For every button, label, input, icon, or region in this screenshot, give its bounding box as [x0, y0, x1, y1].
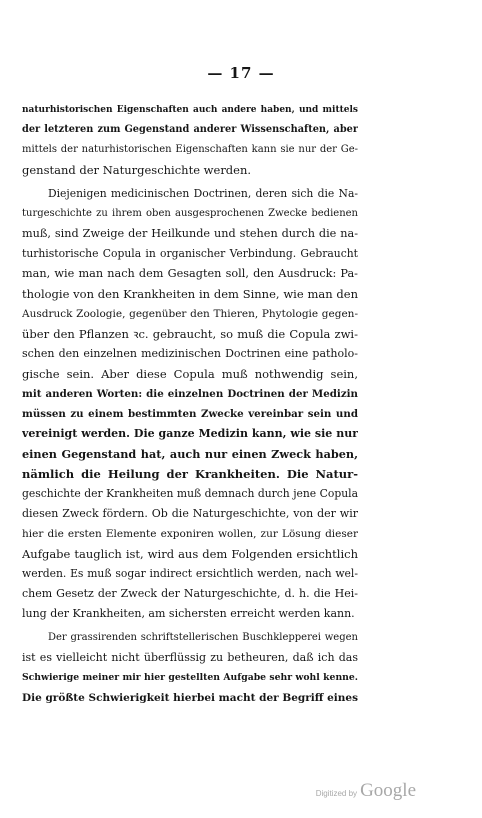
text-line: diesen Zweck fördern. Ob die Naturgeschichte, von der wir — [22, 507, 358, 520]
text-line: hier die ersten Elemente exponiren wollen, zur Lösung dieser — [22, 528, 358, 540]
text-line: Schwierige meiner mir hier gestellten Aufgabe sehr wohl kenne. — [22, 672, 358, 683]
text-line: turgeschichte zu ihrem oben ausgesprochenen Zwecke bedienen — [22, 208, 358, 219]
text-line: der letzteren zum Gegenstand anderer Wissenschaften, aber — [22, 124, 358, 135]
text-line: mittels der naturhistorischen Eigenschaften kann sie nur der Ge- — [22, 144, 358, 155]
text-line: thologie von den Krankheiten in dem Sinne, wie man den — [22, 287, 358, 301]
text-line: nämlich die Heilung der Krankheiten. Die Natur- — [22, 467, 358, 481]
text-line: man, wie man nach dem Gesagten soll, den Ausdruck: Pa- — [22, 267, 358, 280]
text-line: einen Gegenstand hat, auch nur einen Zweck haben, — [22, 447, 358, 461]
text-line: Ausdruck Zoologie, gegenüber den Thieren, Phytologie gegen- — [22, 308, 358, 320]
text-line: naturhistorischen Eigenschaften auch andere haben, und mittels — [22, 105, 358, 115]
text-line: gische sein. Aber diese Copula muß nothwendig sein, — [22, 367, 358, 381]
text-line: lung der Krankheiten, am sichersten erreicht werden kann. — [22, 607, 355, 620]
text-line: chem Gesetz der Zweck der Naturgeschichte, d. h. die Hei- — [22, 587, 358, 600]
text-line: turhistorische Copula in organischer Verbindung. Gebraucht — [22, 247, 358, 260]
text-line: über den Pflanzen ꝛc. gebraucht, so muß die Copula zwi- — [22, 327, 358, 341]
text-line: geschichte der Krankheiten muß demnach durch jene Copula — [22, 487, 358, 500]
paragraph-start-line: Diejenigen medicinischen Doctrinen, deren sich die Na- — [48, 187, 358, 200]
watermark-prefix: Digitized by — [315, 789, 358, 798]
text-line: Aufgabe tauglich ist, wird aus dem Folgenden ersichtlich — [22, 547, 358, 561]
text-line: vereinigt werden. Die ganze Medizin kann, wie sie nur — [22, 427, 358, 440]
digitized-watermark — [316, 780, 416, 804]
text-line: genstand der Naturgeschichte werden. — [22, 163, 252, 177]
text-line: ist es vielleicht nicht überflüssig zu betheuren, daß ich das — [22, 651, 358, 664]
text-line: muß, sind Zweige der Heilkunde und stehen durch die na- — [22, 227, 358, 240]
text-line: Die größte Schwierigkeit hierbei macht der Begriff eines — [22, 692, 358, 704]
text-line: schen den einzelnen medizinischen Doctrinen eine patholo- — [22, 347, 358, 360]
text-line: mit anderen Worten: die einzelnen Doctrinen der Medizin — [22, 388, 358, 400]
text-line: werden. Es muß sogar indirect ersichtlich werden, nach wel- — [22, 567, 358, 580]
watermark-brand: Google — [360, 780, 416, 801]
paragraph-start-line: Der grassirenden schriftstellerischen Buschklepperei wegen — [48, 632, 358, 643]
body-text — [0, 100, 482, 720]
page-number: — 17 — — [207, 64, 275, 82]
text-line: müssen zu einem bestimmten Zwecke vereinbar sein und — [22, 408, 358, 420]
